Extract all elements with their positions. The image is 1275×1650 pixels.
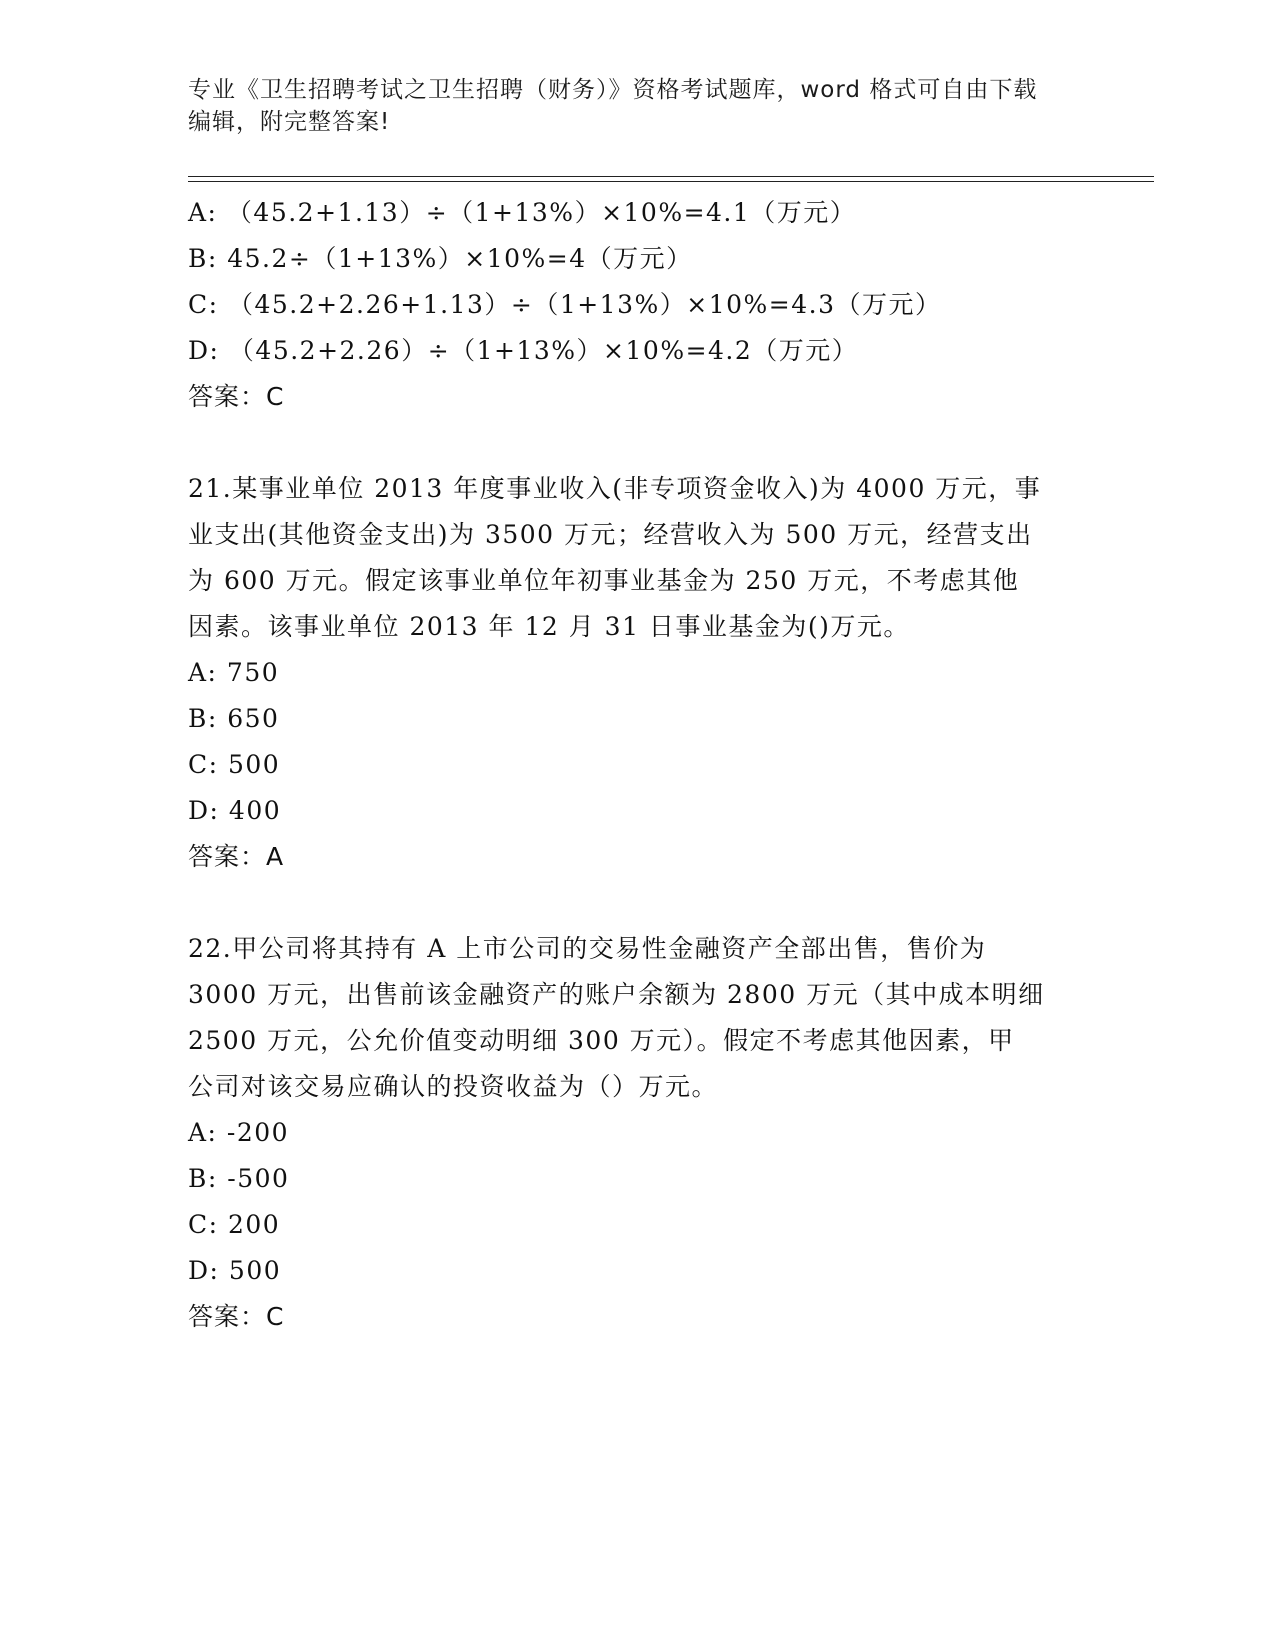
option-c: C: （45.2+2.26+1.13）÷（1+13%）×10%=4.3（万元）: [188, 290, 942, 319]
option-b: B: 650: [188, 704, 280, 733]
header-divider-top: [188, 176, 1154, 177]
question-content: [188, 190, 1088, 1340]
option-a: A: （45.2+1.13）÷（1+13%）×10%=4.1（万元）: [188, 198, 857, 227]
document-header: [188, 74, 1088, 138]
header-line-1: 专业《卫生招聘考试之卫生招聘（财务）》资格考试题库，word 格式可自由下载: [188, 77, 1038, 103]
option-a: A: -200: [188, 1118, 290, 1147]
question-stem-line: 22.甲公司将其持有 A 上市公司的交易性金融资产全部出售，售价为: [188, 934, 987, 963]
question-stem-line: 2500 万元，公允价值变动明细 300 万元）。假定不考虑其他因素，甲: [188, 1026, 1015, 1055]
question-20: [188, 190, 1088, 420]
question-22: [188, 926, 1088, 1340]
question-stem-line: 3000 万元，出售前该金融资产的账户余额为 2800 万元（其中成本明细: [188, 980, 1045, 1009]
answer-text: 答案：A: [188, 842, 285, 871]
question-21: [188, 466, 1088, 880]
option-d: D: 400: [188, 796, 282, 825]
question-stem-line: 公司对该交易应确认的投资收益为（）万元。: [188, 1072, 719, 1101]
answer-text: 答案：C: [188, 1302, 285, 1331]
header-line-2: 编辑，附完整答案!: [188, 109, 391, 135]
option-b: B: -500: [188, 1164, 290, 1193]
option-c: C: 500: [188, 750, 281, 779]
question-stem-line: 21.某事业单位 2013 年度事业收入(非专项资金收入)为 4000 万元，事: [188, 474, 1042, 503]
option-d: D: 500: [188, 1256, 282, 1285]
option-d: D: （45.2+2.26）÷（1+13%）×10%=4.2（万元）: [188, 336, 859, 365]
question-stem-line: 因素。该事业单位 2013 年 12 月 31 日事业基金为()万元。: [188, 612, 910, 641]
answer-text: 答案：C: [188, 382, 285, 411]
option-c: C: 200: [188, 1210, 281, 1239]
option-a: A: 750: [188, 658, 280, 687]
header-divider-bottom: [188, 181, 1154, 182]
option-b: B: 45.2÷（1+13%）×10%=4（万元）: [188, 244, 693, 273]
question-stem-line: 为 600 万元。假定该事业单位年初事业基金为 250 万元，不考虑其他: [188, 566, 1020, 595]
question-stem-line: 业支出(其他资金支出)为 3500 万元；经营收入为 500 万元，经营支出: [188, 520, 1033, 549]
